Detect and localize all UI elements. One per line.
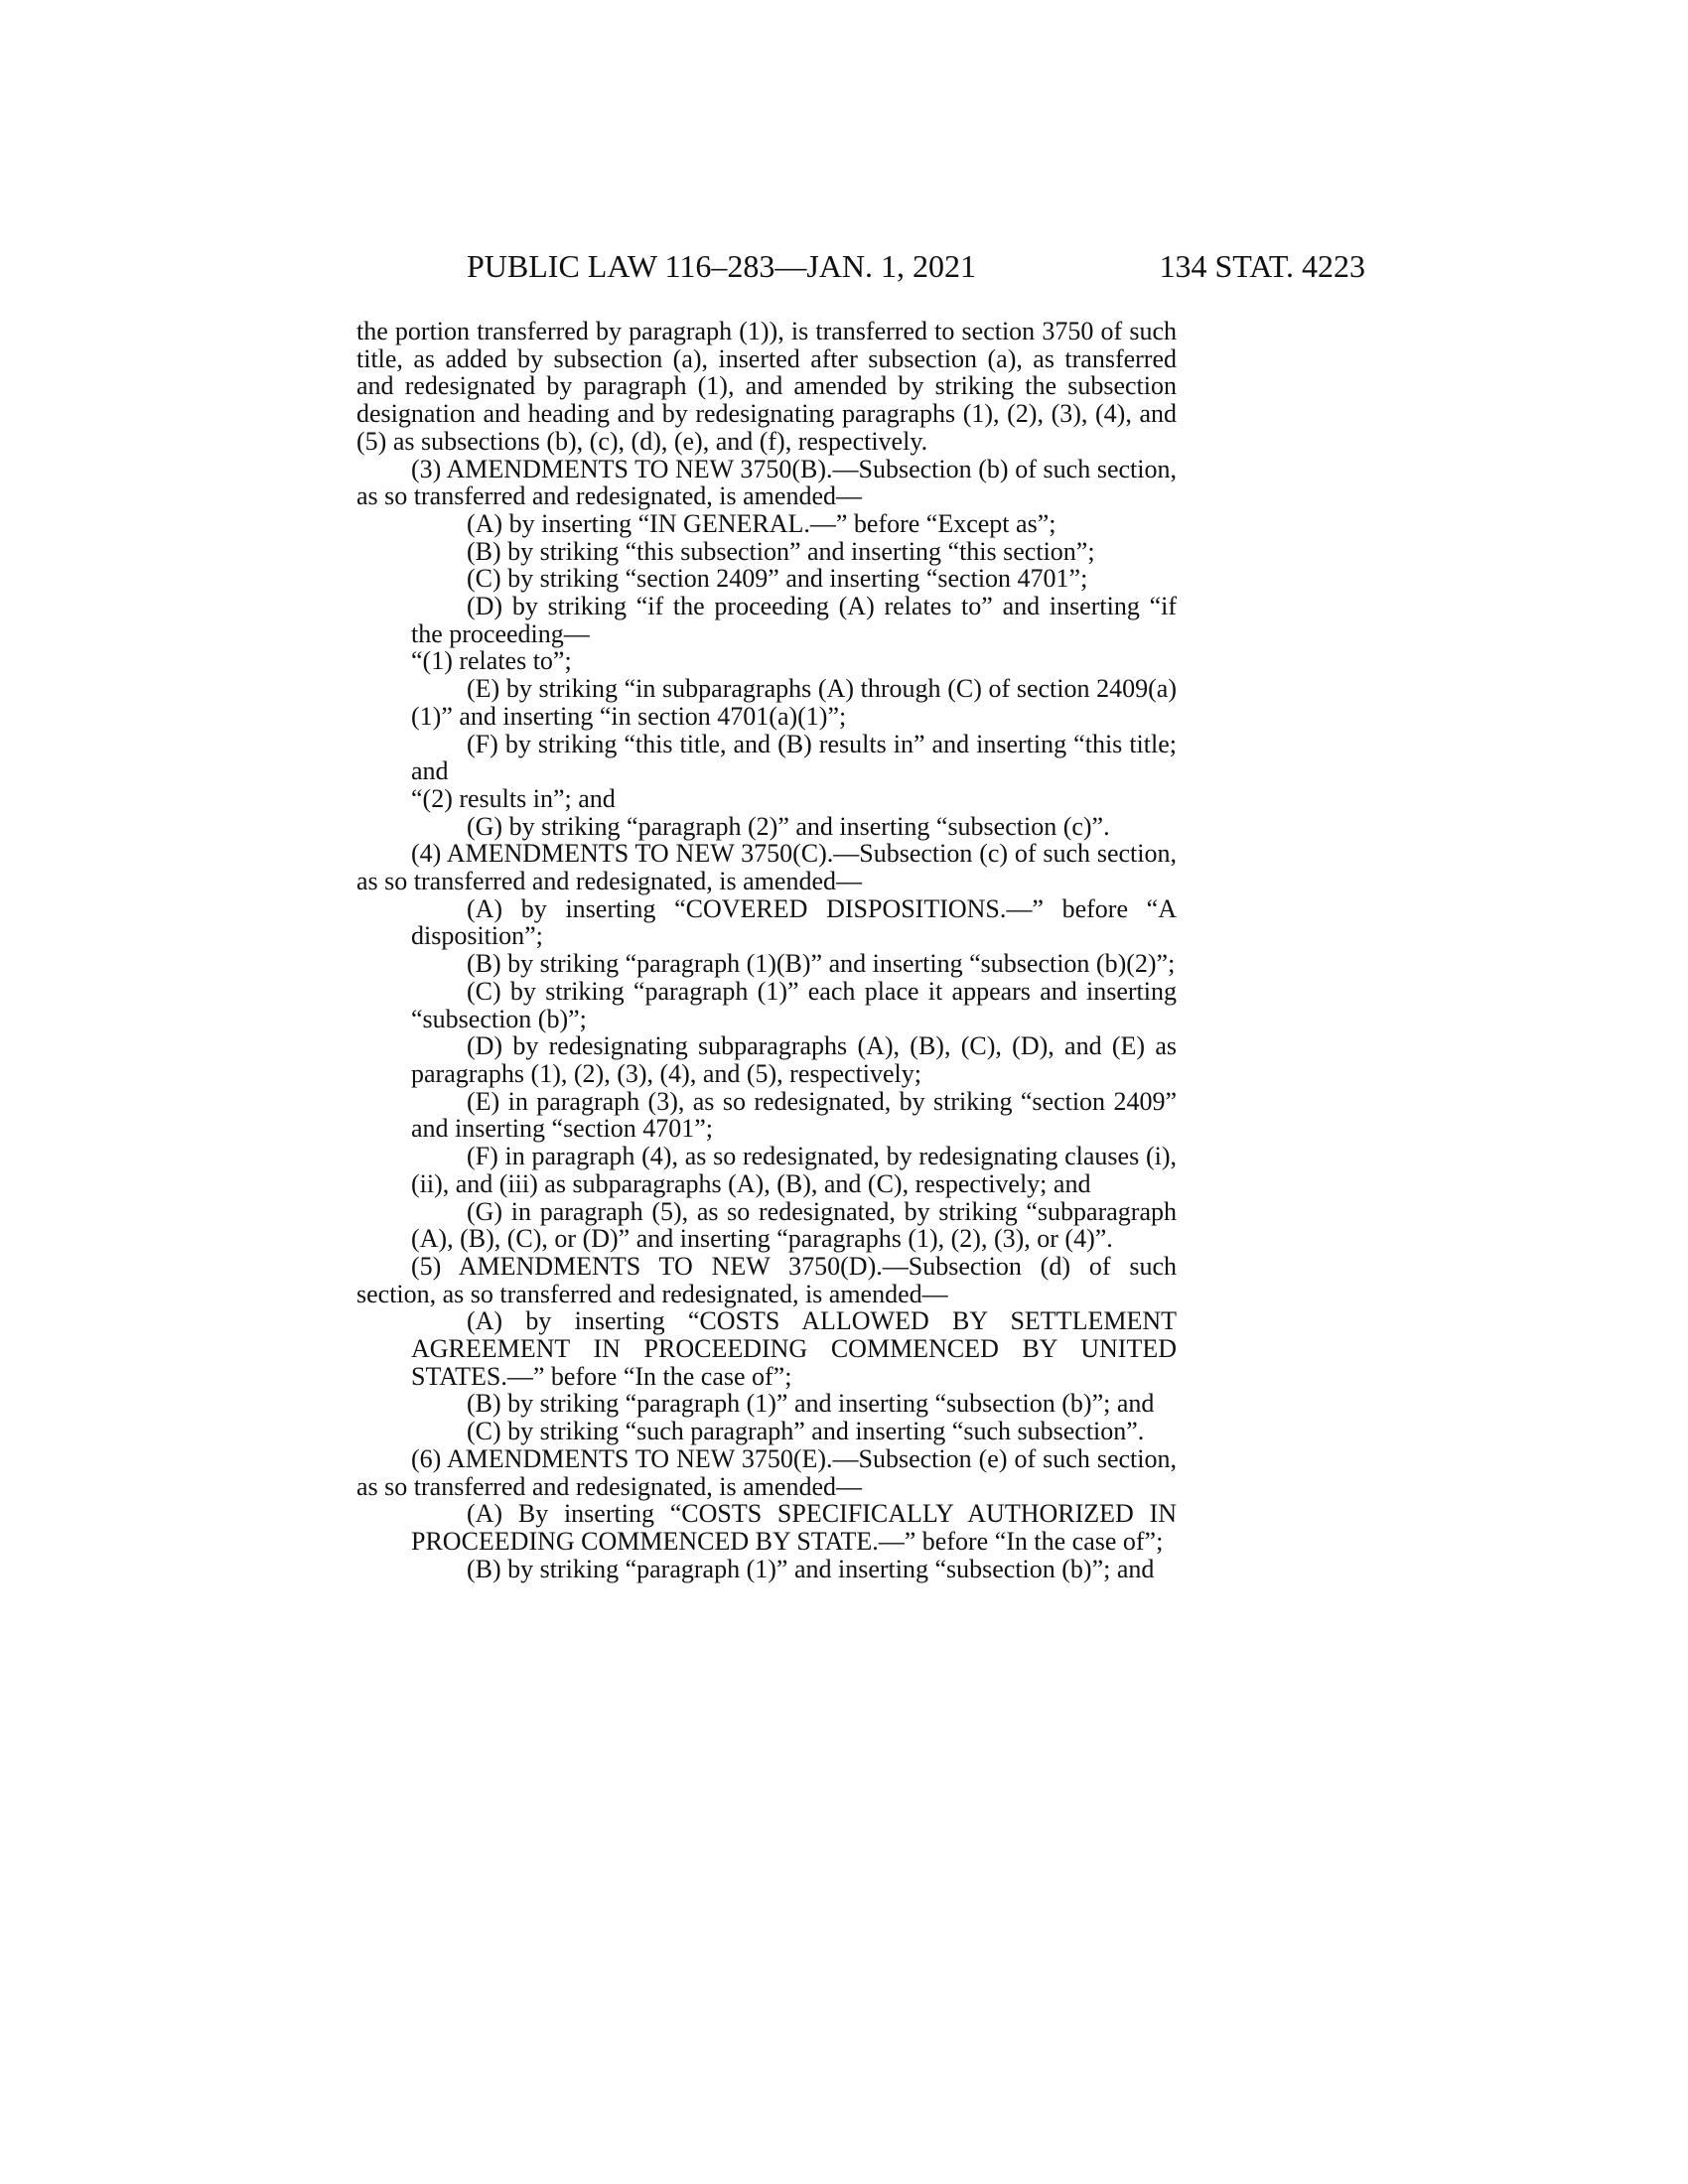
subparagraph-a: (A) by inserting “IN GENERAL.—” before “Except as”; [467, 508, 1056, 538]
subparagraph-a: (A) by inserting “COSTS ALLOWED BY SETTLEMENT AGREEMENT IN PROCEEDING COMMENCED BY UNITED STATES.—” before “In the case of”; [411, 1306, 1177, 1391]
subparagraph-c: (C) by striking “such paragraph” and inserting “such subsection”. [467, 1417, 1145, 1446]
subparagraph-b: (B) by striking “paragraph (1)” and inserting “subsection (b)”; and [467, 1554, 1155, 1583]
subparagraph-a: (A) By inserting “COSTS SPECIFICALLY AUTHORIZED IN PROCEEDING COMMENCED BY STATE.—” before “In the case of”; [411, 1499, 1177, 1556]
paragraph-3-amendments-3750b: (3) AMENDMENTS TO NEW 3750(B).—Subsection (b) of such section, as so transferred and redesignated, is amended— [356, 454, 1177, 511]
statute-page-number: 134 STAT. 4223 [1159, 248, 1365, 284]
subparagraph-b: (B) by striking “paragraph (1)” and inserting “subsection (b)”; and [467, 1389, 1155, 1419]
quoted-clause-1: “(1) relates to”; [411, 646, 572, 676]
quoted-clause-2: “(2) results in”; and [411, 783, 616, 813]
subparagraph-d: (D) by redesignating subparagraphs (A), (B), (C), (D), and (E) as paragraphs (1), (2), (3), (4), and (5), respectively; [411, 1031, 1177, 1088]
running-title: PUBLIC LAW 116–283—JAN. 1, 2021 [467, 248, 976, 284]
subparagraph-g: (G) by striking “paragraph (2)” and inserting “subsection (c)”. [467, 811, 1110, 841]
paragraph-4-amendments-3750c: (4) AMENDMENTS TO NEW 3750(C).—Subsection (c) of such section, as so transferred and redesignated, is amended— [356, 839, 1177, 896]
subparagraph-c: (C) by striking “paragraph (1)” each place it appears and inserting “subsection (b)”; [411, 976, 1177, 1033]
subparagraph-f: (F) by striking “this title, and (B) results in” and inserting “this title; and [411, 729, 1177, 786]
subparagraph-c: (C) by striking “section 2409” and inserting “section 4701”; [467, 564, 1088, 594]
subparagraph-a: (A) by inserting “COVERED DISPOSITIONS.—” before “A disposition”; [411, 893, 1177, 951]
paragraph-continuation: the portion transferred by paragraph (1)), is transferred to section 3750 of such title, as added by subsection (a), inserted after subsection (a), as transferred and redesignated by paragraph (1), and amended by striking the subsection designation and heading and by redesignating paragraphs (1), (2), (3), (4), and (5) as subsections (b), (c), (d), (e), and (f), respectively. [356, 317, 1177, 456]
paragraph-5-amendments-3750d: (5) AMENDMENTS TO NEW 3750(D).—Subsection (d) of such section, as so transferred and redesignated, is amended— [356, 1251, 1177, 1308]
paragraph-6-amendments-3750e: (6) AMENDMENTS TO NEW 3750(E).—Subsection (e) of such section, as so transferred and redesignated, is amended— [356, 1443, 1177, 1501]
document-body [356, 318, 1177, 1582]
subparagraph-f: (F) in paragraph (4), as so redesignated, by redesignating clauses (i), (ii), and (iii) as subparagraphs (A), (B), and (C), respectively; and [411, 1142, 1177, 1198]
page-header [467, 248, 1365, 288]
subparagraph-g: (G) in paragraph (5), as so redesignated, by striking “subparagraph (A), (B), (C), or (D)” and inserting “paragraphs (1), (2), (3), or (4)”. [411, 1196, 1177, 1254]
subparagraph-b: (B) by striking “this subsection” and inserting “this section”; [467, 536, 1095, 566]
subparagraph-d: (D) by striking “if the proceeding (A) relates to” and inserting “if the proceeding— [411, 592, 1177, 648]
subparagraph-e: (E) by striking “in subparagraphs (A) through (C) of section 2409(a)(1)” and inserting “in section 4701(a)(1)”; [411, 674, 1177, 731]
subparagraph-e: (E) in paragraph (3), as so redesignated, by striking “section 2409” and inserting “section 4701”; [411, 1086, 1177, 1144]
subparagraph-b: (B) by striking “paragraph (1)(B)” and inserting “subsection (b)(2)”; [467, 949, 1176, 979]
